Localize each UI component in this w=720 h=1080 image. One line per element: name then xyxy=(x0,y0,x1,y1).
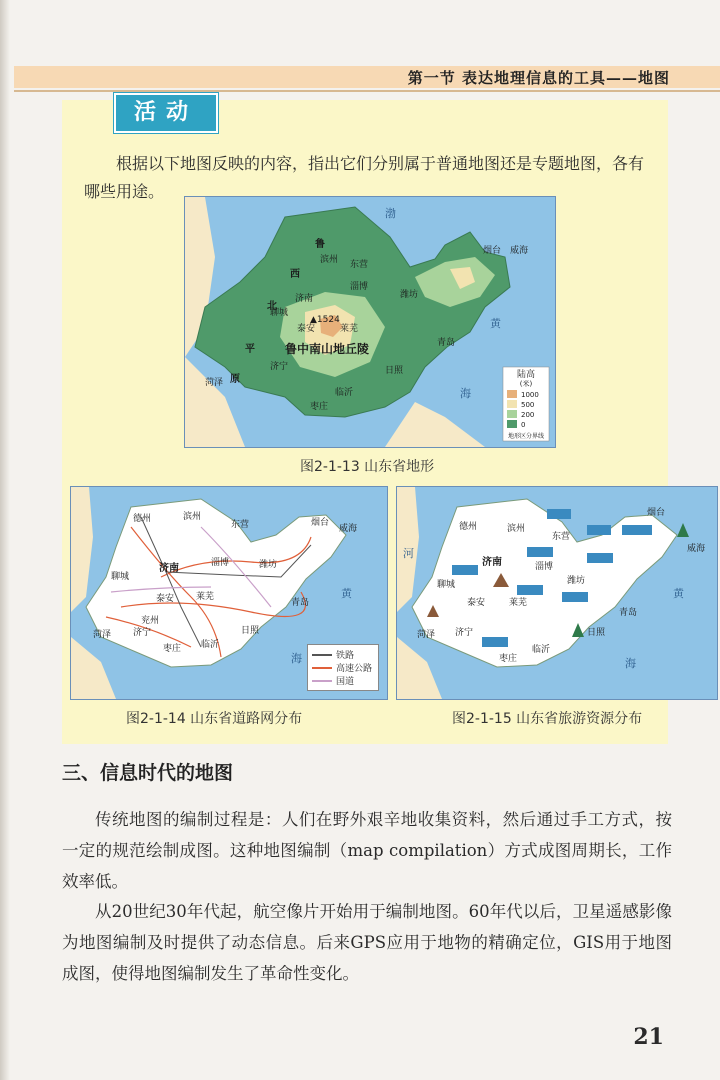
terrain-label-zibo: 淄博 xyxy=(350,282,369,292)
terrain-label-xi: 西 xyxy=(290,269,300,280)
road-label-dezhou: 德州 xyxy=(133,514,152,524)
terrain-legend-1000: 1000 xyxy=(521,391,539,399)
page-number: 21 xyxy=(633,1024,664,1050)
road-label-yanzhou: 兖州 xyxy=(141,616,160,626)
scenic-icon xyxy=(547,509,571,519)
tour-sea-huang: 黄 xyxy=(673,587,684,600)
road-label-heze: 菏泽 xyxy=(93,630,112,640)
scenic-icon xyxy=(562,592,588,602)
road-map-caption: 图2-1-14 山东省道路网分布 xyxy=(126,711,303,727)
terrain-label-qingdao: 青岛 xyxy=(437,338,456,348)
terrain-sea-bo: 渤 xyxy=(385,207,396,220)
activity-tag: 活动 xyxy=(114,93,218,133)
road-label-jinan: 济南 xyxy=(159,563,179,574)
tour-label-binzhou: 滨州 xyxy=(507,524,526,534)
road-sea-hai: 海 xyxy=(291,652,302,665)
terrain-label-weifang: 潍坊 xyxy=(400,290,419,300)
terrain-label-weihai: 威海 xyxy=(510,246,529,256)
tour-label-dongying: 东营 xyxy=(552,532,571,542)
section-title: 三、信息时代的地图 xyxy=(62,762,234,784)
scenic-icon xyxy=(452,565,478,575)
terrain-label-yantai: 烟台 xyxy=(483,246,502,256)
tour-sea-hai: 海 xyxy=(625,657,636,670)
road-label-zaozhuang: 枣庄 xyxy=(163,644,182,654)
scenic-icon xyxy=(622,525,652,535)
tour-label-qingdao: 青岛 xyxy=(619,608,638,618)
road-legend-swatch xyxy=(312,654,332,656)
road-label-qingdao: 青岛 xyxy=(291,598,310,608)
road-legend-label: 国道 xyxy=(336,677,355,687)
tourism-map-graphic xyxy=(397,487,717,699)
terrain-legend-boundary: 地形区分界线 xyxy=(507,433,545,440)
road-label-liaocheng: 聊城 xyxy=(111,572,130,582)
road-legend xyxy=(307,644,379,691)
terrain-sea-hai: 海 xyxy=(460,387,471,400)
scenic-icon xyxy=(587,553,613,563)
terrain-label-heze: 菏泽 xyxy=(205,378,224,388)
tour-label-he: 河 xyxy=(403,547,414,560)
road-label-yantai: 烟台 xyxy=(311,518,330,528)
tour-label-zaozhuang: 枣庄 xyxy=(499,654,518,664)
tour-label-dezhou: 德州 xyxy=(459,522,478,532)
tour-label-linyi: 临沂 xyxy=(532,645,551,655)
scenic-icon xyxy=(482,637,508,647)
road-label-laiwu: 莱芜 xyxy=(196,592,215,602)
road-legend-label: 高速公路 xyxy=(336,664,373,674)
running-header: 第一节 表达地理信息的工具——地图 xyxy=(407,69,670,87)
road-label-linyi: 临沂 xyxy=(201,640,220,650)
tour-label-weihai: 威海 xyxy=(687,544,706,554)
terrain-label-region: 鲁中南山地丘陵 xyxy=(285,342,370,356)
terrain-label-rizhao: 日照 xyxy=(385,366,404,376)
scenic-icon xyxy=(527,547,553,557)
road-label-weifang: 潍坊 xyxy=(259,560,278,570)
road-legend-item xyxy=(312,674,374,687)
body-paragraph-1: 传统地图的编制过程是：人们在野外艰辛地收集资料，然后通过手工方式，按一定的规范绘制成图。这种地图编制（map compilation）方式成图周期长，工作效率低。 xyxy=(62,810,672,891)
tour-label-heze: 菏泽 xyxy=(417,630,436,640)
body-paragraph-2: 从20世纪30年代起，航空像片开始用于编制地图。60年代以后，卫星遥感影像为地图编制及时提供了动态信息。后来GPS应用于地物的精确定位，GIS用于地图成图，使得地图编制发生了革命性变化。 xyxy=(62,902,672,983)
road-label-taian: 泰安 xyxy=(156,594,175,604)
terrain-legend-unit: (米) xyxy=(519,380,533,388)
scenic-icon xyxy=(587,525,611,535)
terrain-map xyxy=(184,196,556,448)
terrain-legend-title: 陆高 xyxy=(516,370,536,380)
terrain-label-jinan: 济南 xyxy=(295,294,314,304)
terrain-label-taian: 泰安 xyxy=(297,324,316,334)
terrain-label-taishan-elev: ▲1524 xyxy=(310,315,340,325)
road-legend-item xyxy=(312,661,374,674)
tour-label-laiwu: 莱芜 xyxy=(509,598,528,608)
road-legend-item xyxy=(312,648,374,661)
terrain-label-zaozhuang: 枣庄 xyxy=(310,402,329,412)
tour-label-jining: 济宁 xyxy=(455,628,474,638)
header-rule xyxy=(14,90,720,92)
terrain-legend-0: 0 xyxy=(521,421,526,429)
terrain-map-graphic xyxy=(185,197,555,447)
terrain-label-laiwu: 莱芜 xyxy=(340,324,359,334)
road-label-weihai: 威海 xyxy=(339,524,358,534)
tour-label-weifang: 潍坊 xyxy=(567,576,586,586)
tourism-map xyxy=(396,486,718,700)
road-legend-swatch xyxy=(312,680,332,682)
terrain-label-yuan: 原 xyxy=(230,374,240,385)
road-legend-swatch xyxy=(312,667,332,669)
road-label-dongying: 东营 xyxy=(231,520,250,530)
terrain-label-linyi: 临沂 xyxy=(335,388,354,398)
tree-icon xyxy=(677,523,689,537)
terrain-sea-huang: 黄 xyxy=(490,317,501,330)
tour-label-jinan: 济南 xyxy=(482,557,502,568)
road-label-zibo: 淄博 xyxy=(211,558,230,568)
terrain-label-dongying: 东营 xyxy=(350,260,369,270)
terrain-label-binzhou: 滨州 xyxy=(320,255,339,265)
tour-label-rizhao: 日照 xyxy=(587,628,606,638)
road-label-jining: 济宁 xyxy=(133,628,152,638)
tour-label-taian: 泰安 xyxy=(467,598,486,608)
tour-label-yantai: 烟台 xyxy=(647,508,666,518)
terrain-label-jining: 济宁 xyxy=(270,362,289,372)
terrain-label-bei: 北 xyxy=(267,301,277,312)
page-spine-shadow xyxy=(0,0,10,1080)
terrain-label-ping: 平 xyxy=(245,344,255,355)
terrain-label-lu: 鲁 xyxy=(315,239,325,250)
tour-label-zibo: 淄博 xyxy=(535,562,554,572)
terrain-map-caption: 图2-1-13 山东省地形 xyxy=(300,459,435,475)
road-sea-huang: 黄 xyxy=(341,587,352,600)
terrain-legend-500: 500 xyxy=(521,401,535,409)
terrain-legend-200: 200 xyxy=(521,411,535,419)
road-map xyxy=(70,486,388,700)
road-legend-label: 铁路 xyxy=(336,651,355,661)
tourism-map-caption: 图2-1-15 山东省旅游资源分布 xyxy=(452,711,643,727)
road-label-binzhou: 滨州 xyxy=(183,512,202,522)
scenic-icon xyxy=(517,585,543,595)
activity-instruction: 根据以下地图反映的内容，指出它们分别属于普通地图还是专题地图，各有哪些用途。 xyxy=(84,154,645,201)
tour-label-liaocheng: 聊城 xyxy=(437,580,456,590)
terrain-label-liaocheng: 聊城 xyxy=(270,308,289,318)
road-label-rizhao: 日照 xyxy=(241,626,260,636)
